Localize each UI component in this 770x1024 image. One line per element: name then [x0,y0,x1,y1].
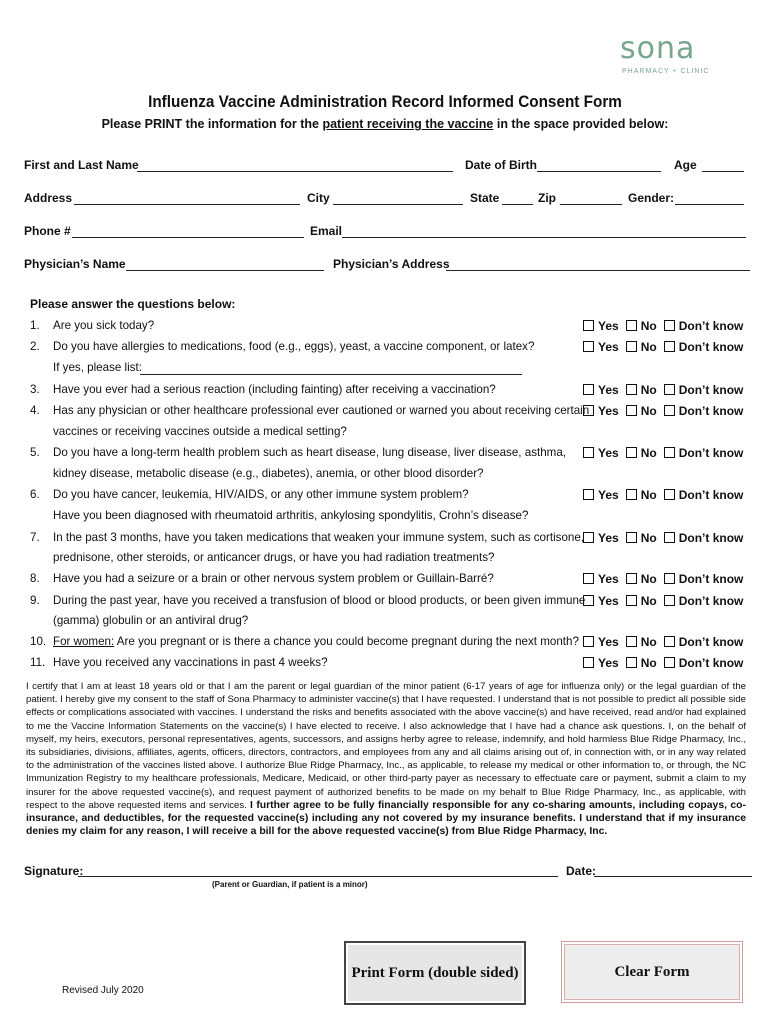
no-label: No [640,488,657,502]
dont-know-label: Don’t know [678,531,744,545]
yes-checkbox[interactable] [583,595,594,606]
no-label: No [640,319,657,333]
no-checkbox[interactable] [626,405,637,416]
dont-know-checkbox[interactable] [664,595,675,606]
no-label: No [640,531,657,545]
signature-field[interactable] [78,876,558,877]
allergy-list-label: If yes, please list: [53,361,142,374]
question-number: 7. [30,531,40,544]
question-number: 1. [30,319,40,332]
question-number: 11. [30,656,46,669]
question-11-options [583,656,743,670]
question-10-body: Are you pregnant or is there a chance you could become pregnant during the next month? [114,635,579,648]
question-number: 10. [30,635,47,648]
physician-address-label: Physician’s Address [333,257,450,271]
no-label: No [640,635,657,649]
no-checkbox[interactable] [626,489,637,500]
question-4-text-cont: vaccines or receiving vaccines outside a medical setting? [53,425,347,438]
date-label: Date: [566,864,597,878]
question-5-text: Do you have a long-term health problem such as heart disease, lung disease, liver disease, asthma, [53,446,566,459]
dont-know-checkbox[interactable] [664,405,675,416]
zip-label: Zip [538,191,556,205]
yes-checkbox[interactable] [583,341,594,352]
subtitle-after: in the space provided below: [493,117,669,131]
dont-know-label: Don’t know [678,594,744,608]
dont-know-label: Don’t know [678,319,744,333]
yes-checkbox[interactable] [583,573,594,584]
yes-label: Yes [598,572,619,586]
yes-checkbox[interactable] [583,384,594,395]
no-checkbox[interactable] [626,573,637,584]
date-field[interactable] [594,876,752,877]
first-last-name-field[interactable] [137,171,453,172]
question-6-options [583,488,743,502]
yes-label: Yes [598,635,619,649]
subtitle-before: Please PRINT the information for the [101,117,323,131]
no-checkbox[interactable] [626,657,637,668]
print-form-button[interactable]: Print Form (double sided) [344,941,526,1005]
no-checkbox[interactable] [626,384,637,395]
question-7-options [583,531,743,545]
phone-label: Phone # [24,224,71,238]
question-6-text: Do you have cancer, leukemia, HIV/AIDS, or any other immune system problem? [53,488,469,501]
dont-know-checkbox[interactable] [664,657,675,668]
dont-know-checkbox[interactable] [664,636,675,647]
no-label: No [640,404,657,418]
subtitle-underlined: patient receiving the vaccine [322,117,494,131]
yes-label: Yes [598,594,619,608]
dont-know-label: Don’t know [678,572,744,586]
for-women-label: For women: [53,635,115,648]
no-checkbox[interactable] [626,595,637,606]
questions-header: Please answer the questions below: [30,297,236,311]
age-field[interactable] [702,171,744,172]
yes-label: Yes [598,488,619,502]
question-7-text: In the past 3 months, have you taken medications that weaken your immune system, such as cortisone, [53,531,585,544]
city-label: City [307,191,330,205]
form-title: Influenza Vaccine Administration Record Informed Consent Form [148,92,622,111]
dont-know-checkbox[interactable] [664,447,675,458]
question-2-options [583,340,743,354]
no-checkbox[interactable] [626,447,637,458]
clear-form-button[interactable]: Clear Form [561,941,743,1003]
question-10-text [53,635,579,648]
question-4-options [583,404,743,418]
question-number: 8. [30,572,40,585]
question-number: 5. [30,446,40,459]
question-11-text: Have you received any vaccinations in past 4 weeks? [53,656,328,669]
question-8-options [583,572,743,586]
question-5-text-cont: kidney disease, metabolic disease (e.g., diabetes), anemia, or other blood disorder? [53,467,484,480]
dont-know-label: Don’t know [678,488,744,502]
state-field[interactable] [502,204,533,205]
yes-checkbox[interactable] [583,636,594,647]
question-number: 2. [30,340,40,353]
allergy-list-field[interactable] [140,374,522,375]
zip-field[interactable] [560,204,622,205]
dont-know-label: Don’t know [678,635,744,649]
yes-label: Yes [598,446,619,460]
email-field[interactable] [342,237,746,238]
logo-tagline: PHARMACY + CLINIC [622,68,710,75]
question-7-text-cont: prednisone, other steroids, or anticancer drugs, or have you had radiation treatments? [53,551,495,564]
address-label: Address [24,191,73,205]
question-1-text: Are you sick today? [53,319,155,332]
dont-know-checkbox[interactable] [664,573,675,584]
physician-name-label: Physician’s Name [24,257,126,271]
yes-checkbox[interactable] [583,657,594,668]
question-4-text: Has any physician or other healthcare professional ever cautioned or warned you about receiving certain [53,404,590,417]
city-field[interactable] [333,204,463,205]
dont-know-checkbox[interactable] [664,384,675,395]
question-number: 3. [30,383,40,396]
signature-label: Signature: [24,864,84,878]
dont-know-label: Don’t know [678,446,744,460]
no-checkbox[interactable] [626,532,637,543]
address-field[interactable] [74,204,300,205]
dont-know-checkbox[interactable] [664,532,675,543]
yes-label: Yes [598,319,619,333]
question-9-text: During the past year, have you received a transfusion of blood or blood products, or been given immune [53,594,586,607]
revised-date: Revised July 2020 [62,985,144,996]
question-8-text: Have you had a seizure or a brain or other nervous system problem or Guillain-Barré? [53,572,494,585]
question-3-text: Have you ever had a serious reaction (including fainting) after receiving a vaccination? [53,383,496,396]
dont-know-checkbox[interactable] [664,320,675,331]
no-label: No [640,383,657,397]
question-2-text: Do you have allergies to medications, food (e.g., eggs), yeast, a vaccine component, or latex? [53,340,535,353]
physician-address-field[interactable] [446,270,750,271]
no-checkbox[interactable] [626,341,637,352]
no-checkbox[interactable] [626,320,637,331]
question-9-text-cont: (gamma) globulin or an antiviral drug? [53,614,249,627]
consent-bold-text: I further agree to be fully financially responsible for any co-sharing amounts, including copays, co-insurance, and deductibles, for the requested vaccine(s) including any not covered by my insurance benefits. I understand that if my insurance denies my claim for any reason, I will receive a bill for the above requested vaccine(s) from Blue Ridge Pharmacy, Inc. [26,799,746,838]
yes-label: Yes [598,383,619,397]
dont-know-checkbox[interactable] [664,489,675,500]
gender-label: Gender: [628,191,675,205]
dob-field[interactable] [537,171,661,172]
yes-checkbox[interactable] [583,489,594,500]
dont-know-label: Don’t know [678,340,744,354]
question-5-options [583,446,743,460]
form-subtitle [0,117,770,131]
email-label: Email [310,224,343,238]
dob-label: Date of Birth [465,158,537,172]
yes-checkbox[interactable] [583,320,594,331]
dont-know-label: Don’t know [678,383,744,397]
no-label: No [640,656,657,670]
no-label: No [640,446,657,460]
yes-label: Yes [598,340,619,354]
phone-field[interactable] [72,237,304,238]
yes-checkbox[interactable] [583,447,594,458]
question-number: 4. [30,404,40,417]
question-10-options [583,635,743,649]
yes-label: Yes [598,404,619,418]
sona-logo: sona [620,31,696,66]
question-number: 6. [30,488,40,501]
yes-checkbox[interactable] [583,405,594,416]
no-label: No [640,594,657,608]
consent-text: I certify that I am at least 18 years old or that I am the parent or legal guardian of the minor patient (6-17 years of age for influenza only) or the legal guardian of the patient. I hereby give my consent to the staff of Sona Pharmacy to administer vaccine(s) that I have requested. I understand that is not possible to predict all possible side effects or complications associated with vaccines. I understand the risks and benefits associated with the above vaccine(s) and have received, read and/or had explained to me the Vaccine Information Statements on the vaccine(s) I have elected to receive. I also acknowledge that I have had a chance ask questions. I, on the behalf of myself, my heirs, executors, personal representatives, agents, successors, and assigns herby agree to release, indemnify, and hold harmless Blue Ridge Pharmacy, Inc., its subsidiaries, divisions, affiliates, agents, officers, directors, contractors, and employees from any and all claims arising out of, in connection with, or in any way related to the administration of the vaccines listed above. I authorize Blue Ridge Pharmacy, Inc., as applicable, to release my medical or other information to, or through, the NC Immunization Registry to my healthcare professionals, Medicare, Medicaid, or other third-party payer as necessary to effectuate care or payment, submit a claim to my insurer for the above requested vaccine(s), and request payment of authorized benefits to be made on my behalf to Blue Ridge Pharmacy, Inc., as applicable, with respect to the above requested items and services. [26,681,746,811]
yes-checkbox[interactable] [583,532,594,543]
guardian-note: (Parent or Guardian, if patient is a minor) [212,880,368,889]
yes-label: Yes [598,656,619,670]
no-label: No [640,340,657,354]
state-label: State [470,191,500,205]
yes-label: Yes [598,531,619,545]
consent-paragraph [26,680,746,838]
gender-field[interactable] [675,204,744,205]
dont-know-checkbox[interactable] [664,341,675,352]
question-number: 9. [30,594,40,607]
age-label: Age [674,158,697,172]
dont-know-label: Don’t know [678,404,744,418]
first-last-name-label: First and Last Name [24,158,139,172]
dont-know-label: Don’t know [678,656,744,670]
physician-name-field[interactable] [126,270,324,271]
question-9-options [583,594,743,608]
question-3-options [583,383,743,397]
no-label: No [640,572,657,586]
question-1-options [583,319,743,333]
question-6-text-cont: Have you been diagnosed with rheumatoid arthritis, ankylosing spondylitis, Crohn’s disease? [53,509,529,522]
no-checkbox[interactable] [626,636,637,647]
